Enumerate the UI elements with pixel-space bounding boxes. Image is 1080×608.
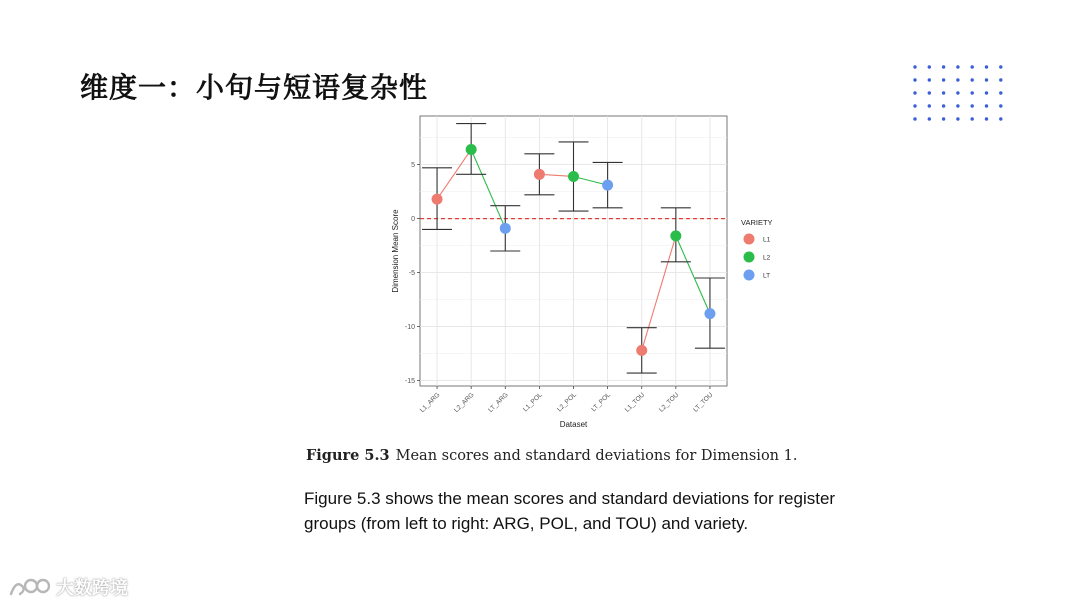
decorative-dot bbox=[956, 91, 959, 94]
mean-point-lt bbox=[500, 223, 511, 234]
decorative-dot bbox=[928, 65, 931, 68]
decorative-dot bbox=[913, 65, 916, 68]
figure-caption-label: Figure 5.3 bbox=[306, 447, 390, 464]
figure-caption-text: Mean scores and standard deviations for Dimension 1. bbox=[395, 448, 798, 464]
decorative-dot bbox=[999, 78, 1002, 81]
description-text: Figure 5.3 shows the mean scores and standard deviations for register groups (from left to right: ARG, POL, and TOU) and variety. bbox=[304, 489, 836, 533]
decorative-dot bbox=[928, 78, 931, 81]
legend bbox=[741, 218, 773, 281]
x-axis-title: Dataset bbox=[559, 420, 588, 429]
y-tick-label: -5 bbox=[408, 270, 415, 278]
y-tick-label: -10 bbox=[404, 324, 415, 332]
decorative-dot bbox=[971, 117, 974, 120]
legend-label-lt: LT bbox=[763, 272, 771, 280]
mean-point-l2 bbox=[670, 230, 681, 241]
decorative-dot bbox=[971, 78, 974, 81]
x-tick-label: L1_ARG bbox=[418, 391, 442, 415]
x-tick-label: LT_ARG bbox=[487, 391, 510, 414]
decorative-dot bbox=[985, 65, 988, 68]
mean-point-l1 bbox=[636, 345, 647, 356]
mean-point-lt bbox=[704, 308, 715, 319]
decorative-dot bbox=[928, 117, 931, 120]
y-tick-label: 0 bbox=[411, 216, 415, 224]
decorative-dot bbox=[942, 104, 945, 107]
legend-label-l2: L2 bbox=[763, 254, 771, 262]
decorative-dot bbox=[999, 104, 1002, 107]
x-tick-label: L2_ARG bbox=[452, 391, 476, 415]
decorative-dot bbox=[942, 78, 945, 81]
decorative-dot bbox=[956, 65, 959, 68]
mean-point-l1 bbox=[432, 194, 443, 205]
legend-swatch-l2 bbox=[744, 252, 755, 263]
decorative-dot bbox=[985, 117, 988, 120]
decorative-dot-grid bbox=[910, 62, 1010, 124]
decorative-dot bbox=[971, 104, 974, 107]
decorative-dot bbox=[985, 104, 988, 107]
legend-swatch-lt bbox=[744, 270, 755, 281]
decorative-dot bbox=[971, 65, 974, 68]
decorative-dot bbox=[956, 104, 959, 107]
watermark-logo-icon bbox=[8, 576, 50, 598]
x-tick-label: L1_POL bbox=[521, 391, 544, 414]
x-tick-label: L1_TOU bbox=[623, 391, 647, 414]
decorative-dot bbox=[913, 78, 916, 81]
decorative-dot bbox=[913, 117, 916, 120]
decorative-dot bbox=[942, 65, 945, 68]
decorative-dot bbox=[942, 117, 945, 120]
decorative-dot bbox=[928, 91, 931, 94]
mean-point-l1 bbox=[534, 169, 545, 180]
watermark bbox=[8, 574, 128, 600]
figure-chart bbox=[388, 112, 788, 432]
watermark-text: 大数跨境 bbox=[56, 578, 128, 599]
y-tick-label: -15 bbox=[404, 378, 415, 386]
decorative-dot bbox=[942, 91, 945, 94]
y-tick-label: 5 bbox=[411, 162, 415, 170]
mean-point-l2 bbox=[466, 144, 477, 155]
decorative-dot bbox=[999, 91, 1002, 94]
mean-point-lt bbox=[602, 180, 613, 191]
figure-caption bbox=[306, 447, 797, 464]
x-tick-label: LT_TOU bbox=[692, 391, 715, 414]
decorative-dot bbox=[985, 91, 988, 94]
y-axis-title: Dimension Mean Score bbox=[391, 209, 400, 293]
x-tick-label: L2_TOU bbox=[658, 391, 681, 414]
legend-title: VARIETY bbox=[741, 218, 773, 227]
legend-swatch-l1 bbox=[744, 234, 755, 245]
slide-title: 维度一：小句与短语复杂性 bbox=[80, 71, 429, 104]
decorative-dot bbox=[913, 104, 916, 107]
x-tick-label: L2_POL bbox=[556, 391, 578, 414]
decorative-dot bbox=[999, 117, 1002, 120]
decorative-dot bbox=[956, 117, 959, 120]
decorative-dot bbox=[999, 65, 1002, 68]
decorative-dot bbox=[985, 78, 988, 81]
x-tick-label: LT_POL bbox=[590, 391, 613, 414]
legend-label-l1: L1 bbox=[763, 236, 771, 244]
decorative-dot bbox=[913, 91, 916, 94]
decorative-dot bbox=[928, 104, 931, 107]
chart-svg bbox=[388, 112, 788, 432]
decorative-dot bbox=[971, 91, 974, 94]
decorative-dot bbox=[956, 78, 959, 81]
mean-point-l2 bbox=[568, 171, 579, 182]
